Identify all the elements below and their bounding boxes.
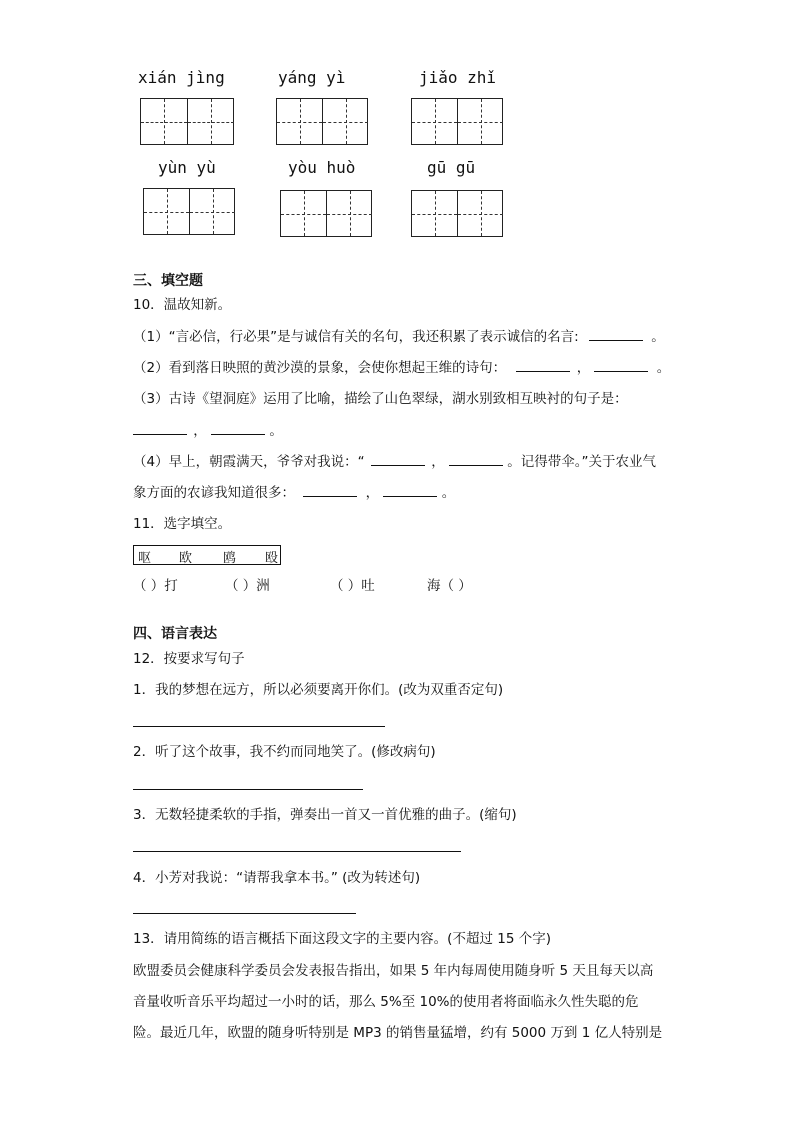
question-text: （4）早上，朝霞满天，爷爷对我说：“ <box>133 454 365 470</box>
punctuation: ， <box>193 423 207 439</box>
punctuation: 。 <box>441 485 456 501</box>
answer-blank[interactable] <box>516 359 570 372</box>
character-options-box <box>133 545 281 565</box>
writing-box[interactable] <box>140 98 234 145</box>
pinyin-label: jiǎo zhǐ <box>419 68 497 87</box>
question-text: 。记得带伞。”关于农业气 <box>507 454 657 470</box>
question-10-2 <box>133 358 670 378</box>
answer-blank[interactable] <box>594 359 648 372</box>
question-10-3-answer <box>133 421 283 441</box>
answer-blank[interactable] <box>383 484 437 497</box>
character-option: 呕 <box>138 551 152 566</box>
writing-box[interactable] <box>411 190 503 237</box>
fill-blank-item[interactable]: （ ）吐 <box>330 578 375 594</box>
answer-blank[interactable] <box>589 328 643 341</box>
pinyin-label: yùn yù <box>158 158 216 177</box>
fill-blank-item[interactable]: 海（ ） <box>427 578 472 594</box>
punctuation: ， <box>431 454 445 470</box>
fill-blank-item[interactable]: （ ）打 <box>133 578 178 594</box>
question-10-3: （3）古诗《望洞庭》运用了比喻，描绘了山色翠绿，湖水别致相互映衬的句子是： <box>133 391 628 407</box>
section-title: 三、填空题 <box>133 273 203 289</box>
answer-line[interactable] <box>133 913 356 914</box>
answer-blank[interactable] <box>371 453 425 466</box>
sentence-task-2: 2．听了这个故事，我不约而同地笑了。(修改病句) <box>133 744 436 760</box>
question-text: 象方面的农谚我知道很多： <box>133 485 295 501</box>
passage-line: 欧盟委员会健康科学委员会发表报告指出，如果 5 年内每周使用随身听 5 天且每天以高 <box>133 963 654 979</box>
question-12: 12．按要求写句子 <box>133 651 245 667</box>
pinyin-label: gū gū <box>427 158 476 177</box>
writing-box[interactable] <box>411 98 503 145</box>
pinyin-label: xián jìng <box>138 68 225 87</box>
question-10: 10．温故知新。 <box>133 297 232 313</box>
answer-line[interactable] <box>133 726 385 727</box>
sentence-task-1: 1．我的梦想在远方，所以必须要离开你们。(改为双重否定句) <box>133 682 504 698</box>
answer-line[interactable] <box>133 851 461 852</box>
answer-blank[interactable] <box>211 422 265 435</box>
answer-line[interactable] <box>133 789 363 790</box>
question-10-4-cont <box>133 483 455 503</box>
pinyin-label: yáng yì <box>278 68 346 87</box>
answer-blank[interactable] <box>449 453 503 466</box>
fill-blank-item[interactable]: （ ）洲 <box>225 578 270 594</box>
passage-line: 险。最近几年，欧盟的随身听特别是 MP3 的销售量猛增，约有 5000 万到 1 亿人特别是 <box>133 1025 663 1041</box>
punctuation: ， <box>576 360 591 376</box>
character-option: 欧 <box>179 551 193 566</box>
punctuation: 。 <box>651 329 665 345</box>
question-10-1 <box>133 327 665 347</box>
pinyin-label: yòu huò <box>288 158 356 177</box>
answer-blank[interactable] <box>303 484 357 497</box>
punctuation: ， <box>365 485 380 501</box>
writing-box[interactable] <box>276 98 368 145</box>
sentence-task-4: 4．小芳对我说：“请帮我拿本书。” (改为转述句) <box>133 870 421 886</box>
question-text: （1）“言必信，行必果”是与诚信有关的名句，我还积累了表示诚信的名言: <box>133 329 579 345</box>
question-11: 11．选字填空。 <box>133 516 232 532</box>
sentence-task-3: 3．无数轻捷柔软的手指，弹奏出一首又一首优雅的曲子。(缩句) <box>133 807 517 823</box>
answer-blank[interactable] <box>133 422 187 435</box>
character-option: 殴 <box>265 551 279 566</box>
writing-box[interactable] <box>143 188 235 235</box>
section-title: 四、语言表达 <box>133 626 217 642</box>
passage-line: 音量收听音乐平均超过一小时的话，那么 5%至 10%的使用者将面临永久性失聪的危 <box>133 994 639 1010</box>
punctuation: 。 <box>656 360 671 376</box>
question-text: （2）看到落日映照的黄沙漠的景象，会使你想起王维的诗句： <box>133 360 507 376</box>
writing-box[interactable] <box>280 190 372 237</box>
question-13: 13．请用简练的语言概括下面这段文字的主要内容。(不超过 15 个字) <box>133 931 551 947</box>
character-option: 鸥 <box>223 551 237 566</box>
punctuation: 。 <box>269 423 283 439</box>
question-10-4 <box>133 452 656 472</box>
